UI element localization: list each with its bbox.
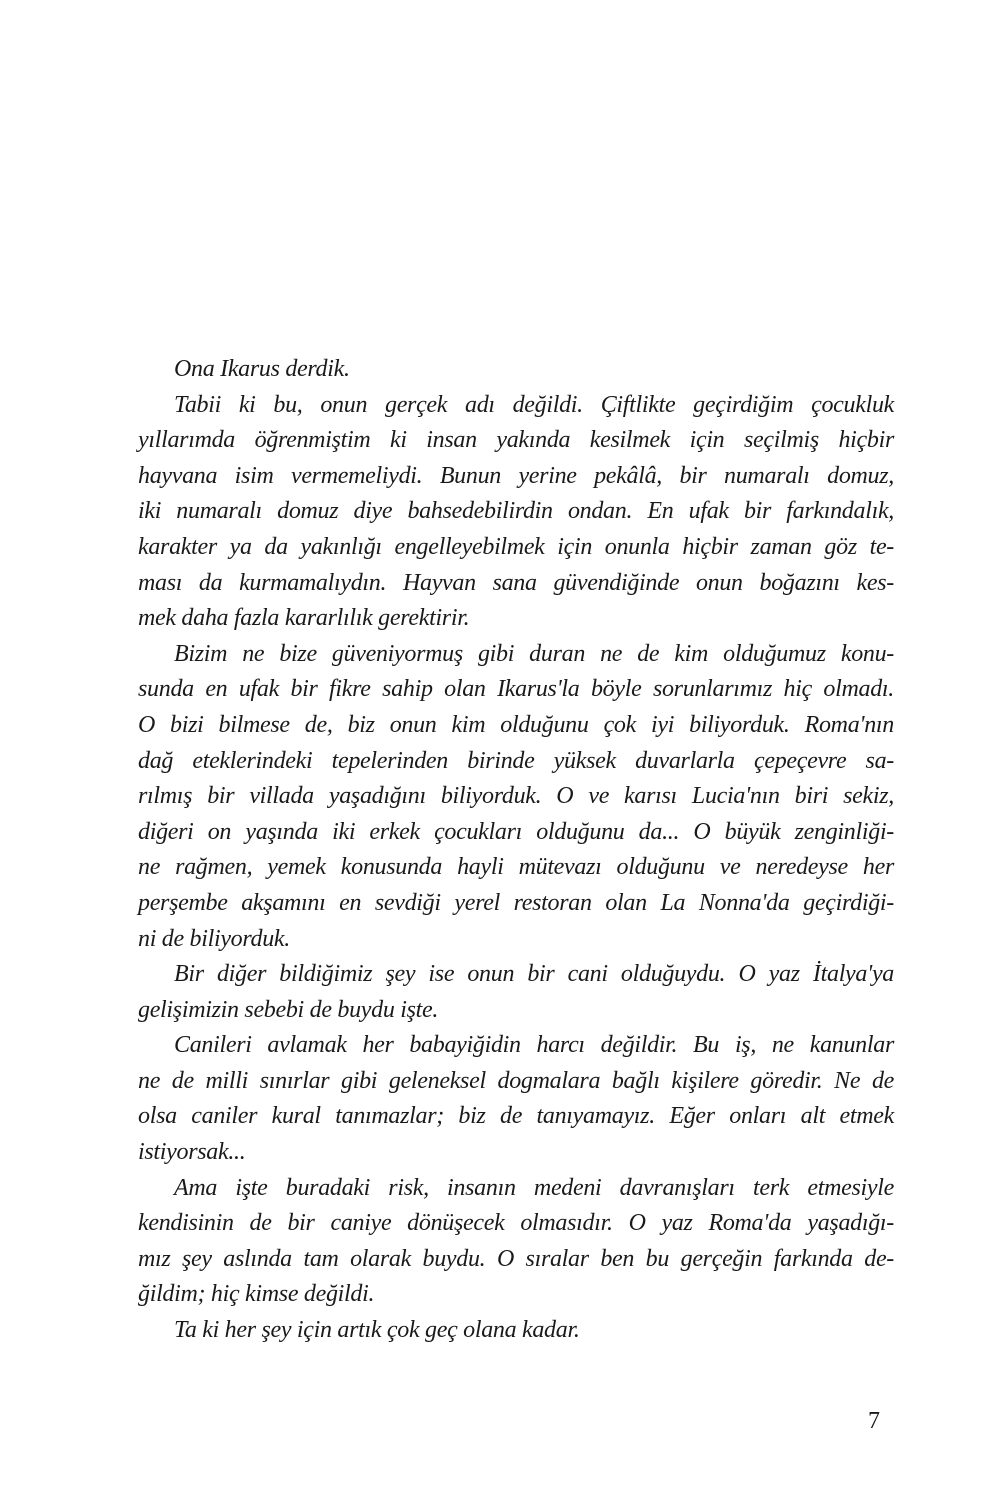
body-text bbox=[138, 352, 894, 1349]
text-line: mız şey aslında tam olarak buydu. O sıralar ben bu gerçeğin farkında de- bbox=[138, 1245, 894, 1272]
text-line: iki numaralı domuz diye bahsedebilirdin ondan. En ufak bir farkındalık, bbox=[138, 498, 894, 525]
text-line: mek daha fazla kararlılık gerektirir. bbox=[138, 605, 470, 632]
text-line: ması da kurmamalıydın. Hayvan sana güvendiğinde onun boğazını kes- bbox=[138, 569, 894, 596]
text-line: kendisinin de bir caniye dönüşecek olmasıdır. O yaz Roma'da yaşadığı- bbox=[138, 1210, 894, 1237]
text-line: dağ eteklerindeki tepelerinden birinde yüksek duvarlarla çepeçevre sa- bbox=[138, 747, 894, 774]
text-line: Bizim ne bize güveniyormuş gibi duran ne de kim olduğumuz konu- bbox=[174, 640, 894, 667]
text-line: ne rağmen, yemek konusunda hayli mütevazı olduğunu ve neredeyse her bbox=[138, 854, 894, 881]
paragraph bbox=[138, 637, 894, 957]
paragraph bbox=[138, 1028, 894, 1170]
text-line: sunda en ufak bir fikre sahip olan Ikarus'la böyle sorunlarımız hiç olmadı. bbox=[138, 676, 894, 703]
text-line: Bir diğer bildiğimiz şey ise onun bir cani olduğuydu. O yaz İtalya'ya bbox=[174, 961, 894, 988]
text-line: Ama işte buradaki risk, insanın medeni davranışları terk etmesiyle bbox=[174, 1174, 894, 1201]
text-line: olsa caniler kural tanımazlar; biz de tanıyamayız. Eğer onları alt etmek bbox=[138, 1103, 894, 1130]
paragraph bbox=[138, 1313, 894, 1349]
text-line: istiyorsak... bbox=[138, 1139, 246, 1166]
text-line: Ona Ikarus derdik. bbox=[174, 356, 350, 382]
text-line: karakter ya da yakınlığı engelleyebilmek için onunla hiçbir zaman göz te- bbox=[138, 533, 894, 560]
text-line: rılmış bir villada yaşadığını biliyorduk. O ve karısı Lucia'nın biri sekiz, bbox=[138, 783, 894, 810]
text-line: ğildim; hiç kimse değildi. bbox=[138, 1281, 375, 1308]
text-line: diğeri on yaşında iki erkek çocukları olduğunu da... O büyük zenginliği- bbox=[138, 818, 894, 845]
text-line: Ta ki her şey için artık çok geç olana kadar. bbox=[174, 1317, 580, 1344]
text-line: yıllarımda öğrenmiştim ki insan yakında kesilmek için seçilmiş hiçbir bbox=[138, 427, 894, 454]
paragraph bbox=[138, 957, 894, 1028]
text-line: ni de biliyorduk. bbox=[138, 925, 290, 952]
text-line: perşembe akşamını en sevdiği yerel restoran olan La Nonna'da geçirdiği- bbox=[138, 889, 894, 916]
paragraph bbox=[138, 388, 894, 637]
page-number: 7 bbox=[868, 1408, 880, 1434]
text-line: O bizi bilmese de, biz onun kim olduğunu çok iyi biliyorduk. Roma'nın bbox=[138, 711, 894, 738]
text-line: hayvana isim vermemeliydi. Bunun yerine pekâlâ, bir numaralı domuz, bbox=[138, 462, 894, 489]
text-line: Tabii ki bu, onun gerçek adı değildi. Çiftlikte geçirdiğim çocukluk bbox=[174, 391, 894, 418]
text-line: Canileri avlamak her babayiğidin harcı değildir. Bu iş, ne kanunlar bbox=[174, 1032, 894, 1059]
text-line: gelişimizin sebebi de buydu işte. bbox=[138, 996, 439, 1023]
paragraph bbox=[138, 352, 894, 388]
text-line: ne de milli sınırlar gibi geleneksel dogmalara bağlı kişilere göredir. Ne de bbox=[138, 1067, 894, 1094]
paragraph bbox=[138, 1171, 894, 1313]
